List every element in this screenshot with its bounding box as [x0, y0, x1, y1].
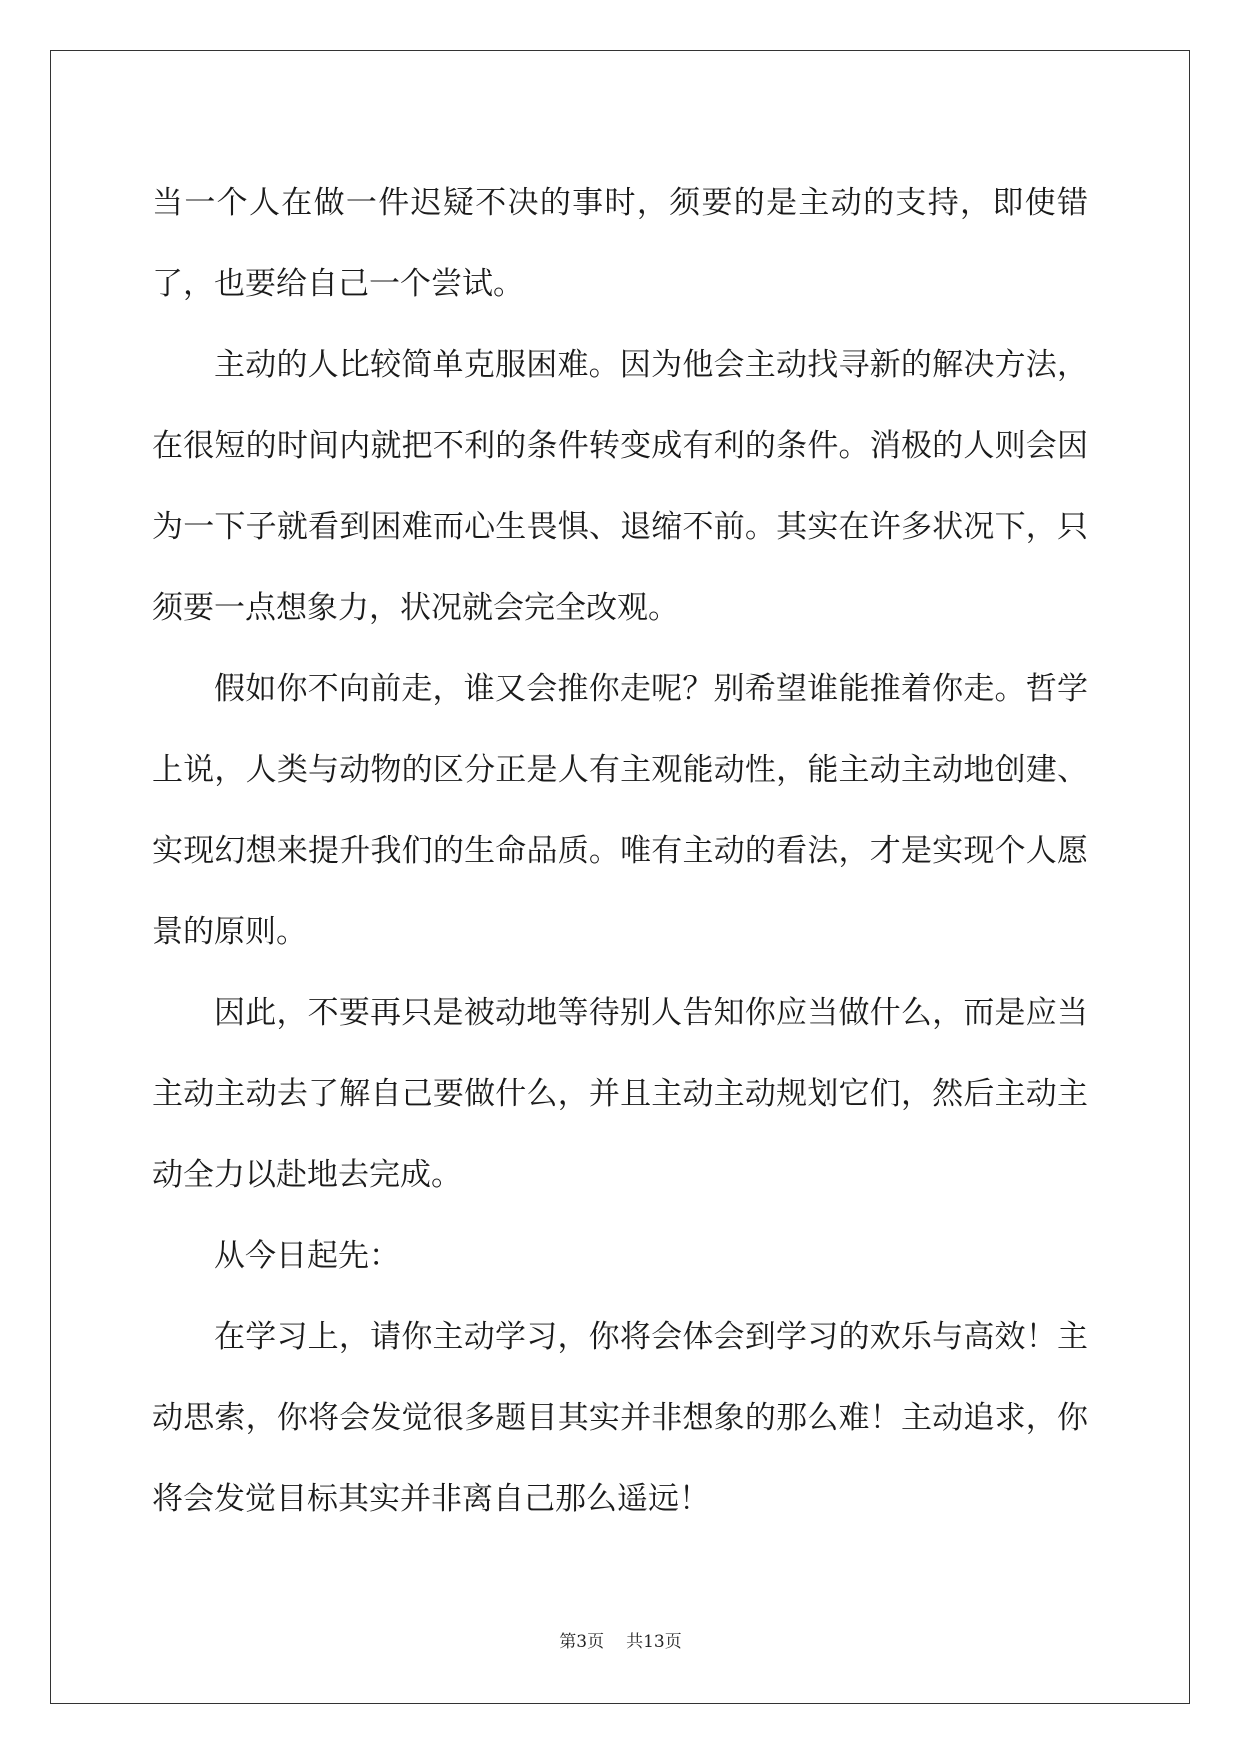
page-footer	[0, 1630, 1241, 1654]
page-number: 第3页	[559, 1632, 605, 1652]
page-total: 共13页	[626, 1632, 682, 1652]
paragraph-4: 因此，不要再只是被动地等待别人告知你应当做什么，而是应当主动主动去了解自己要做什么，并且主动主动规划它们，然后主动主动全力以赴地去完成。	[152, 995, 1088, 1193]
paragraph-2: 主动的人比较简单克服困难。因为他会主动找寻新的解决方法，在很短的时间内就把不利的条件转变成有利的条件。消极的人则会因为一下子就看到困难而心生畏惧、退缩不前。其实在许多状况下，只须要一点想象力，状况就会完全改观。	[152, 347, 1088, 626]
paragraph-3: 假如你不向前走，谁又会推你走呢？别希望谁能推着你走。哲学上说，人类与动物的区分正是人有主观能动性，能主动主动地创建、实现幻想来提升我们的生命品质。唯有主动的看法，才是实现个人愿景的原则。	[152, 671, 1088, 950]
paragraph-5: 从今日起先：	[214, 1238, 400, 1274]
paragraph-1: 当一个人在做一件迟疑不决的事时，须要的是主动的支持，即使错了，也要给自己一个尝试。	[152, 185, 1088, 302]
paragraph-6: 在学习上，请你主动学习，你将会体会到学习的欢乐与高效！主动思索，你将会发觉很多题目其实并非想象的那么难！主动追求，你将会发觉目标其实并非离自己那么遥远！	[152, 1319, 1088, 1517]
document-body	[152, 163, 1088, 1540]
